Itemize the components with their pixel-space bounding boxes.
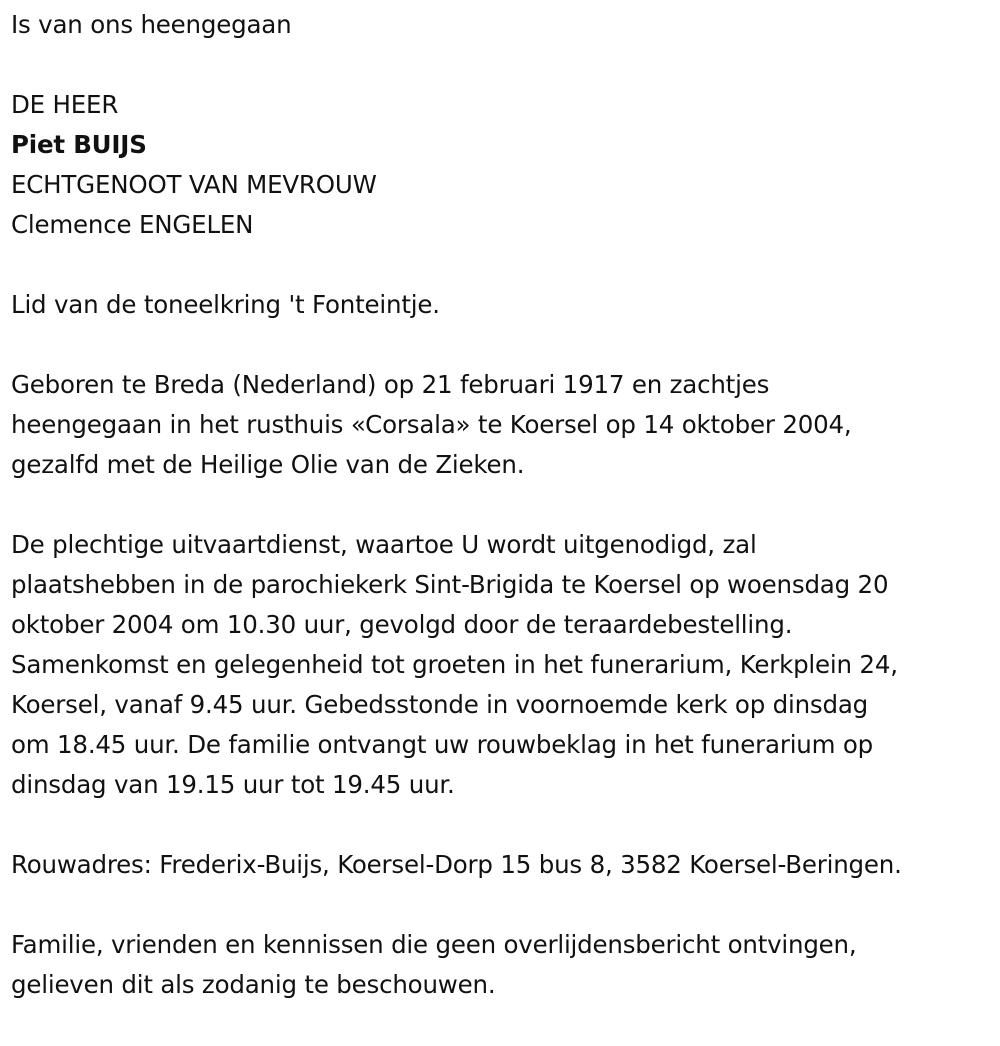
paragraph-line: plaatshebben in de parochiekerk Sint-Brigida te Koersel op woensdag 20 — [11, 570, 889, 599]
birth-death-paragraph — [11, 365, 996, 485]
spacer — [11, 485, 996, 525]
paragraph-line: oktober 2004 om 10.30 uur, gevolgd door de teraardebestelling. — [11, 610, 793, 639]
paragraph-line: heengegaan in het rusthuis «Corsala» te Koersel op 14 oktober 2004, — [11, 410, 852, 439]
paragraph-line: Familie, vrienden en kennissen die geen overlijdensbericht ontvingen, — [11, 930, 857, 959]
paragraph-line: Samenkomst en gelegenheid tot groeten in het funerarium, Kerkplein 24, — [11, 650, 898, 679]
closing-paragraph — [11, 925, 996, 1005]
mourning-address: Rouwadres: Frederix-Buijs, Koersel-Dorp 15 bus 8, 3582 Koersel-Beringen. — [11, 850, 902, 879]
spouse-name: Clemence ENGELEN — [11, 210, 254, 239]
spouse-intro: ECHTGENOOT VAN MEVROUW — [11, 170, 377, 199]
membership-text: Lid van de toneelkring 't Fonteintje. — [11, 290, 440, 319]
spacer — [11, 805, 996, 845]
deceased-name: Piet BUIJS — [11, 130, 147, 159]
spacer — [11, 885, 996, 925]
paragraph-line: dinsdag van 19.15 uur tot 19.45 uur. — [11, 770, 455, 799]
intro-text: Is van ons heengegaan — [11, 10, 292, 39]
paragraph-line: gezalfd met de Heilige Olie van de Zieken. — [11, 450, 525, 479]
spacer — [11, 245, 996, 285]
spacer — [11, 45, 996, 85]
paragraph-line: Koersel, vanaf 9.45 uur. Gebedsstonde in voornoemde kerk op dinsdag — [11, 690, 869, 719]
paragraph-line: om 18.45 uur. De familie ontvangt uw rouwbeklag in het funerarium op — [11, 730, 874, 759]
obituary-notice — [11, 0, 996, 1005]
spacer — [11, 325, 996, 365]
title-line: DE HEER — [11, 90, 119, 119]
paragraph-line: Geboren te Breda (Nederland) op 21 februari 1917 en zachtjes — [11, 370, 770, 399]
paragraph-line: gelieven dit als zodanig te beschouwen. — [11, 970, 496, 999]
paragraph-line: De plechtige uitvaartdienst, waartoe U wordt uitgenodigd, zal — [11, 530, 757, 559]
service-paragraph — [11, 525, 996, 805]
